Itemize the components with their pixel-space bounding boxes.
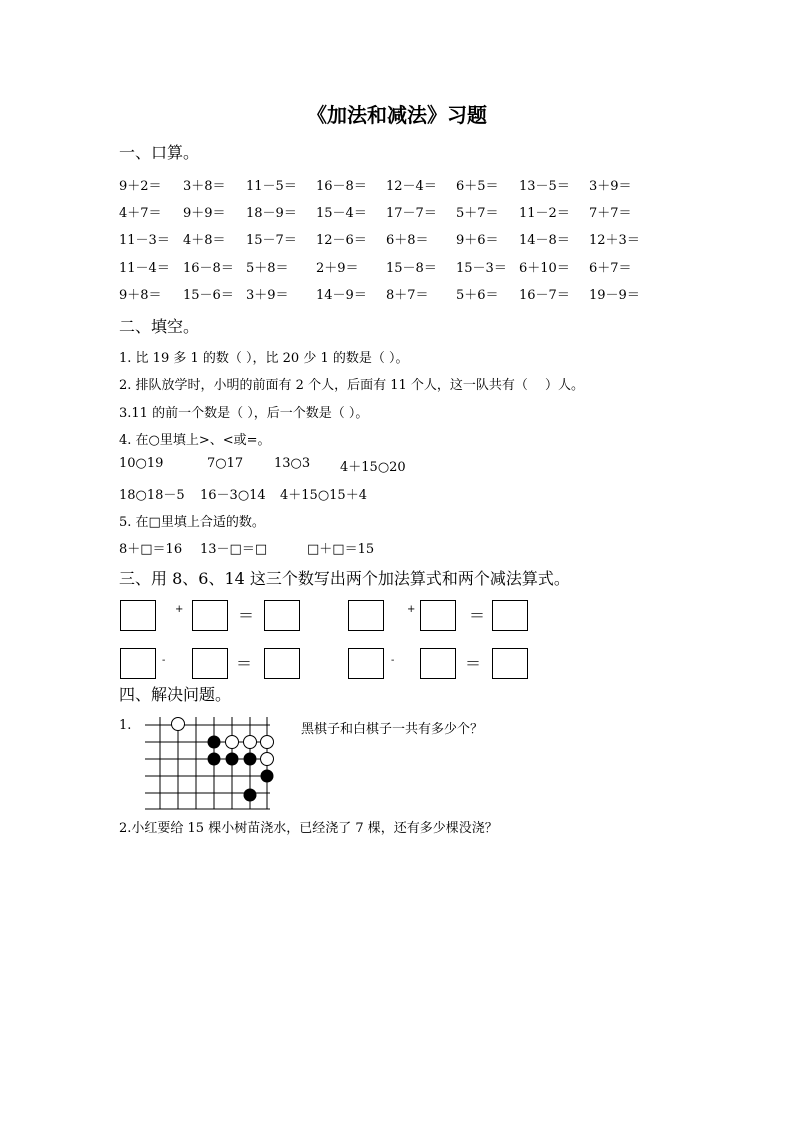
problem-2-text: 2.小红要给 15 棵小树苗浇水，已经浇了 7 棵，还有多少棵没浇？ (119, 821, 498, 836)
arithmetic-item: 9＋8＝ (119, 288, 162, 303)
problem-1-text: 黑棋子和白棋子一共有多少个？ (301, 722, 484, 737)
arithmetic-item: 4＋8＝ (183, 233, 226, 248)
plus-sign: + (175, 604, 184, 615)
arithmetic-item: 17－7＝ (386, 206, 437, 221)
arithmetic-item: 15－6＝ (183, 288, 234, 303)
arithmetic-item: 16－8＝ (316, 179, 367, 194)
black-stone (244, 789, 257, 802)
arithmetic-item: 9＋6＝ (456, 233, 499, 248)
arithmetic-item: 7＋7＝ (589, 206, 632, 221)
fill-question-3: 3.11 的前一个数是（ ），后一个数是（ ）。 (119, 406, 369, 421)
arithmetic-item: 18－9＝ (246, 206, 297, 221)
plus-sign: + (407, 604, 416, 615)
white-stone (261, 753, 274, 766)
black-stone (244, 753, 257, 766)
black-stone (261, 770, 274, 783)
arithmetic-item: 11－4＝ (119, 261, 170, 276)
fill-box-item: 8＋□＝16 (119, 542, 183, 557)
answer-box[interactable] (420, 648, 456, 679)
minus-sign: - (162, 655, 166, 666)
arithmetic-item: 16－7＝ (519, 288, 570, 303)
answer-box[interactable] (264, 648, 300, 679)
section-4-heading: 四、解决问题。 (119, 685, 232, 704)
white-stone (172, 718, 185, 731)
white-stone (261, 736, 274, 749)
answer-box[interactable] (348, 600, 384, 631)
arithmetic-item: 5＋6＝ (456, 288, 499, 303)
section-3-heading: 三、用 8、6、14 这三个数写出两个加法算式和两个减法算式。 (119, 569, 570, 588)
compare-item: 4＋15○15＋4 (280, 488, 367, 503)
answer-box[interactable] (420, 600, 456, 631)
compare-item: 4＋15○20 (340, 460, 406, 475)
arithmetic-item: 13－5＝ (519, 179, 570, 194)
fill-box-item: 13－□＝□ (200, 542, 268, 557)
answer-box[interactable] (192, 600, 228, 631)
compare-item: 18○18－5 (119, 488, 185, 503)
arithmetic-item: 2＋9＝ (316, 261, 359, 276)
arithmetic-item: 4＋7＝ (119, 206, 162, 221)
compare-item: 7○17 (207, 456, 244, 471)
fill-box-item: □＋□＝15 (307, 542, 375, 557)
arithmetic-item: 5＋8＝ (246, 261, 289, 276)
equals-sign: ＝ (469, 606, 486, 625)
section-1-heading: 一、口算。 (119, 143, 200, 162)
arithmetic-item: 11－5＝ (246, 179, 297, 194)
fill-question-4: 4. 在○里填上>、<或=。 (119, 433, 271, 448)
answer-box[interactable] (348, 648, 384, 679)
arithmetic-item: 15－7＝ (246, 233, 297, 248)
black-stone (208, 736, 221, 749)
arithmetic-item: 11－3＝ (119, 233, 170, 248)
compare-item: 16－3○14 (200, 488, 266, 503)
minus-sign: - (391, 655, 395, 666)
black-stone (226, 753, 239, 766)
arithmetic-item: 15－8＝ (386, 261, 437, 276)
arithmetic-item: 12－6＝ (316, 233, 367, 248)
arithmetic-item: 9＋2＝ (119, 179, 162, 194)
arithmetic-item: 14－9＝ (316, 288, 367, 303)
arithmetic-item: 3＋8＝ (183, 179, 226, 194)
section-2-heading: 二、填空。 (119, 317, 200, 336)
answer-box[interactable] (120, 600, 156, 631)
go-board-figure (140, 715, 275, 810)
problem-1-number: 1. (119, 718, 132, 733)
black-stone (208, 753, 221, 766)
white-stone (244, 736, 257, 749)
equals-sign: ＝ (465, 654, 482, 673)
equals-sign: ＝ (236, 654, 253, 673)
arithmetic-item: 6＋10＝ (519, 261, 570, 276)
arithmetic-item: 8＋7＝ (386, 288, 429, 303)
arithmetic-item: 3＋9＝ (589, 179, 632, 194)
compare-item: 10○19 (119, 456, 164, 471)
arithmetic-item: 6＋8＝ (386, 233, 429, 248)
arithmetic-item: 19－9＝ (589, 288, 640, 303)
arithmetic-item: 12＋3＝ (589, 233, 640, 248)
answer-box[interactable] (120, 648, 156, 679)
arithmetic-item: 6＋5＝ (456, 179, 499, 194)
arithmetic-item: 14－8＝ (519, 233, 570, 248)
fill-question-5: 5. 在□里填上合适的数。 (119, 515, 265, 530)
arithmetic-item: 15－3＝ (456, 261, 507, 276)
arithmetic-item: 5＋7＝ (456, 206, 499, 221)
answer-box[interactable] (492, 648, 528, 679)
equals-sign: ＝ (238, 606, 255, 625)
fill-question-2: 2. 排队放学时，小明的前面有 2 个人，后面有 11 个人，这一队共有（ ）人。 (119, 378, 585, 393)
answer-box[interactable] (492, 600, 528, 631)
compare-item: 13○3 (274, 456, 311, 471)
arithmetic-item: 6＋7＝ (589, 261, 632, 276)
arithmetic-item: 16－8＝ (183, 261, 234, 276)
arithmetic-item: 9＋9＝ (183, 206, 226, 221)
white-stone (226, 736, 239, 749)
arithmetic-item: 12－4＝ (386, 179, 437, 194)
arithmetic-item: 15－4＝ (316, 206, 367, 221)
arithmetic-item: 3＋9＝ (246, 288, 289, 303)
answer-box[interactable] (192, 648, 228, 679)
fill-question-1: 1. 比 19 多 1 的数（ ），比 20 少 1 的数是（ ）。 (119, 351, 409, 366)
answer-box[interactable] (264, 600, 300, 631)
arithmetic-item: 11－2＝ (519, 206, 570, 221)
page-title: 《加法和减法》习题 (307, 103, 487, 127)
